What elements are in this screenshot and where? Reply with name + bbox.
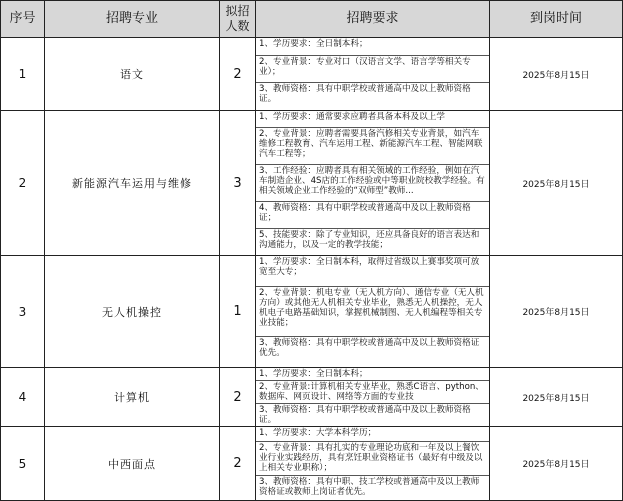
cell-count: 2 [220,38,256,111]
requirements-list [256,111,489,255]
requirements-list [256,256,489,367]
requirement-item: 1、学历要求：全日制本科，取得过省级以上赛事奖项可放宽至大专； [256,256,489,287]
requirements-list [256,368,489,426]
cell-date: 2025年8月15日 [490,256,623,368]
header-count: 拟招 人数 [220,1,256,38]
cell-date: 2025年8月15日 [490,38,623,111]
cell-count: 1 [220,256,256,368]
requirements-list [256,38,489,110]
requirement-item: 2、专业背景：专业对口（汉语言文学、语言学等相关专业）； [256,56,489,84]
table-row [1,256,623,368]
requirement-item: 3、教师资格：具有中职学校或普通高中及以上教师资格证。 [259,84,471,105]
cell-seq: 1 [1,38,45,111]
cell-requirements [256,38,490,111]
cell-requirements [256,111,490,256]
cell-seq: 4 [1,368,45,427]
header-row [1,1,623,38]
cell-major: 无人机操控 [45,256,220,368]
requirement-item: 1、学历要求：通常要求应聘者具备本科及以上学 [256,111,489,128]
requirement-item: 4、教师资格：具有中职学校或普通高中及以上教师资格证； [256,202,489,229]
requirement-item: 2、专业背景：具有扎实的专业理论功底和一年及以上餐饮业行业实践经历，具有烹饪职业资格证书（最好有中级及以上相关专业职称）； [256,442,489,477]
cell-count: 2 [220,427,256,501]
requirement-item: 1、学历要求：大学本科学历； [256,427,489,442]
header-seq: 序号 [1,1,45,38]
cell-count: 3 [220,111,256,256]
cell-date: 2025年8月15日 [490,427,623,501]
requirement-item: 5、技能要求：除了专业知识，还应具备良好的语言表达和沟通能力，以及一定的教学技能； [259,230,480,250]
table-row [1,427,623,501]
cell-requirements [256,256,490,368]
header-requirements: 招聘要求 [256,1,490,38]
requirement-item: 2、专业背景:计算机相关专业毕业，熟悉C语言、python、数据库、网页设计、网络等方面的专业技 [256,381,489,404]
header-major: 招聘专业 [45,1,220,38]
header-date: 到岗时间 [490,1,623,38]
table-row [1,368,623,427]
cell-requirements [256,427,490,501]
requirement-item: 3、工作经验：应聘者具有相关领域的工作经验，例如在汽车制造企业、4S店的工作经验或中等职业院校教学经验。有相关领域企业工作经验的“双师型”教师... [256,165,489,202]
cell-count: 2 [220,368,256,427]
cell-major: 新能源汽车运用与维修 [45,111,220,256]
cell-requirements [256,368,490,427]
table-body [1,38,623,501]
table-row [1,38,623,111]
requirement-item: 2、专业背景：机电专业（无人机方向）、通信专业（无人机方向）或其他无人机相关专业毕业，熟悉无人机操控，无人机电子电路基础知识，掌握机械制图、无人机编程等相关专业技能； [256,287,489,338]
cell-major: 语文 [45,38,220,111]
requirement-item: 3、教师资格：具有中职、技工学校或普通高中及以上教师资格证或教师上岗证者优先。 [259,477,480,498]
cell-seq: 2 [1,111,45,256]
cell-seq: 3 [1,256,45,368]
requirement-item: 2、专业背景：应聘者需要具备汽修相关专业背景，如汽车维修工程教育、汽车运用工程、新能源汽车工程、智能网联汽车工程等； [256,128,489,165]
requirement-item: 1、学历要求：全日制本科； [256,38,489,56]
cell-major: 中西面点 [45,427,220,501]
requirement-item: 1、学历要求：全日制本科； [256,368,489,381]
cell-major: 计算机 [45,368,220,427]
cell-seq: 5 [1,427,45,501]
cell-date: 2025年8月15日 [490,368,623,427]
requirement-item: 3、教师资格：具有中职学校或普通高中及以上教师资格证优先。 [259,338,480,359]
table-row [1,111,623,256]
cell-date: 2025年8月15日 [490,111,623,256]
requirements-list [256,427,489,500]
requirement-item: 3、教师资格：具有中职学校或普通高中及以上教师资格证。 [259,405,471,425]
